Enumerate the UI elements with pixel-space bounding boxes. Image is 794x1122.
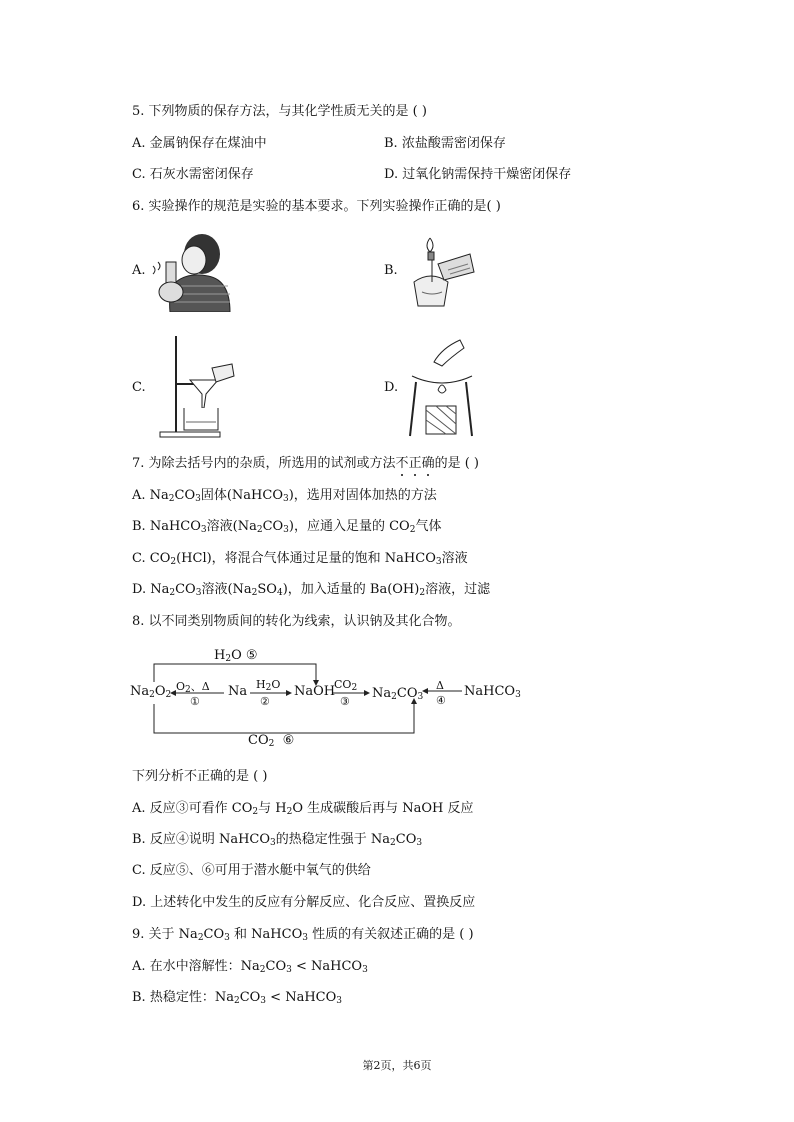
q7-option-c: C. $CO_2(HCl)$，将混合气体通过足量的饱和 NaHCO$_3$溶液 [132, 551, 468, 567]
q7-stem-pre: 7. 为除去括号内的杂质，所选用的试剂或方法 [132, 456, 396, 471]
q6-label-c: C. [132, 380, 146, 395]
q7-emph-1: 不 [395, 456, 409, 471]
diagram-na: Na [228, 684, 248, 699]
q6-stem: 6. 实验操作的规范是实验的基本要求。下列实验操作正确的是( ) [132, 199, 501, 214]
q8-option-a: A. 反应③可看作 $CO_2$与 $H_2O$ 生成碳酸后再与 NaOH 反应 [132, 801, 474, 817]
diagram-r3-top: $CO_2$ [334, 678, 358, 693]
q7-emph-2: 正 [408, 456, 422, 471]
page-footer: 第2页，共6页 [362, 1059, 432, 1072]
q6-label-b: B. [384, 263, 398, 278]
diagram-r6-label: $CO_2$ ⑥ [248, 733, 295, 749]
q5-option-b: B. 浓盐酸需密闭保存 [384, 136, 506, 151]
diagram-r1-num: ① [190, 695, 200, 708]
diagram-r2-top: $H_2O$ [256, 678, 281, 693]
q7-emph-3: 确 [421, 456, 435, 471]
q6-image-a-smelling-gas [148, 226, 234, 312]
q5-option-a: A. 金属钠保存在煤油中 [132, 136, 267, 151]
q9-stem: 9. 关于 $Na_2CO_3$ 和 NaHCO$_3$ 性质的有关叙述正确的是 ( ) [132, 927, 474, 943]
q7-option-d: D. $Na_2CO_3$溶液$(Na_2SO_4)$，加入适量的 $Ba(OH)_2$溶液，过滤 [132, 582, 491, 598]
q7-option-a: A. $Na_2CO_3$固体(NaHCO$_3$)，选用对固体加热的方法 [132, 488, 437, 504]
diagram-naoh: NaOH [294, 684, 336, 699]
q6-image-b-alcohol-lamp [404, 236, 480, 312]
q7-option-b: B. NaHCO$_3$溶液$(Na_2CO_3)$，应通入足量的 $CO_2$气体 [132, 519, 442, 535]
diagram-r3-num: ③ [340, 695, 350, 708]
diagram-na2co3: $Na_2CO_3$ [372, 686, 424, 702]
q9-option-a: A. 在水中溶解性：$Na_2CO_3$ < NaHCO$_3$ [132, 959, 368, 975]
q9-option-b: B. 热稳定性：$Na_2CO_3$ < NaHCO$_3$ [132, 990, 342, 1006]
q6-image-d-evaporation [406, 334, 476, 438]
q8-stem: 8. 以不同类别物质间的转化为线索，认识钠及其化合物。 [132, 614, 461, 629]
q7-stem-post: 的是 ( ) [434, 456, 480, 471]
diagram-na2o2: $Na_2O_2$ [130, 684, 172, 700]
q8-option-d: D. 上述转化中发生的反应有分解反应、化合反应、置换反应 [132, 895, 476, 910]
q8-followup: 下列分析不正确的是 ( ) [132, 769, 268, 784]
q8-option-b: B. 反应④说明 NaHCO$_3$的热稳定性强于 $Na_2CO_3$ [132, 832, 423, 848]
diagram-r4-top: Δ [436, 679, 444, 692]
q6-label-d: D. [384, 380, 399, 395]
diagram-r2-num: ② [260, 695, 270, 708]
diagram-r1-top: $O_2$、Δ [176, 680, 210, 695]
q6-image-c-filtration [156, 334, 240, 438]
q5-option-d: D. 过氧化钠需保持干燥密闭保存 [384, 167, 572, 182]
diagram-r4-num: ④ [436, 694, 446, 707]
q6-label-a: A. [132, 263, 146, 278]
q8-option-c: C. 反应⑤、⑥可用于潜水艇中氧气的供给 [132, 863, 371, 878]
q7-stem [132, 455, 479, 473]
diagram-r5-label: $H_2O$ ⑤ [214, 648, 258, 664]
q5-stem: 5. 下列物质的保存方法，与其化学性质无关的是 ( ) [132, 104, 427, 119]
q5-option-c: C. 石灰水需密闭保存 [132, 167, 254, 182]
diagram-nahco3: NaHCO$_3$ [464, 684, 521, 700]
